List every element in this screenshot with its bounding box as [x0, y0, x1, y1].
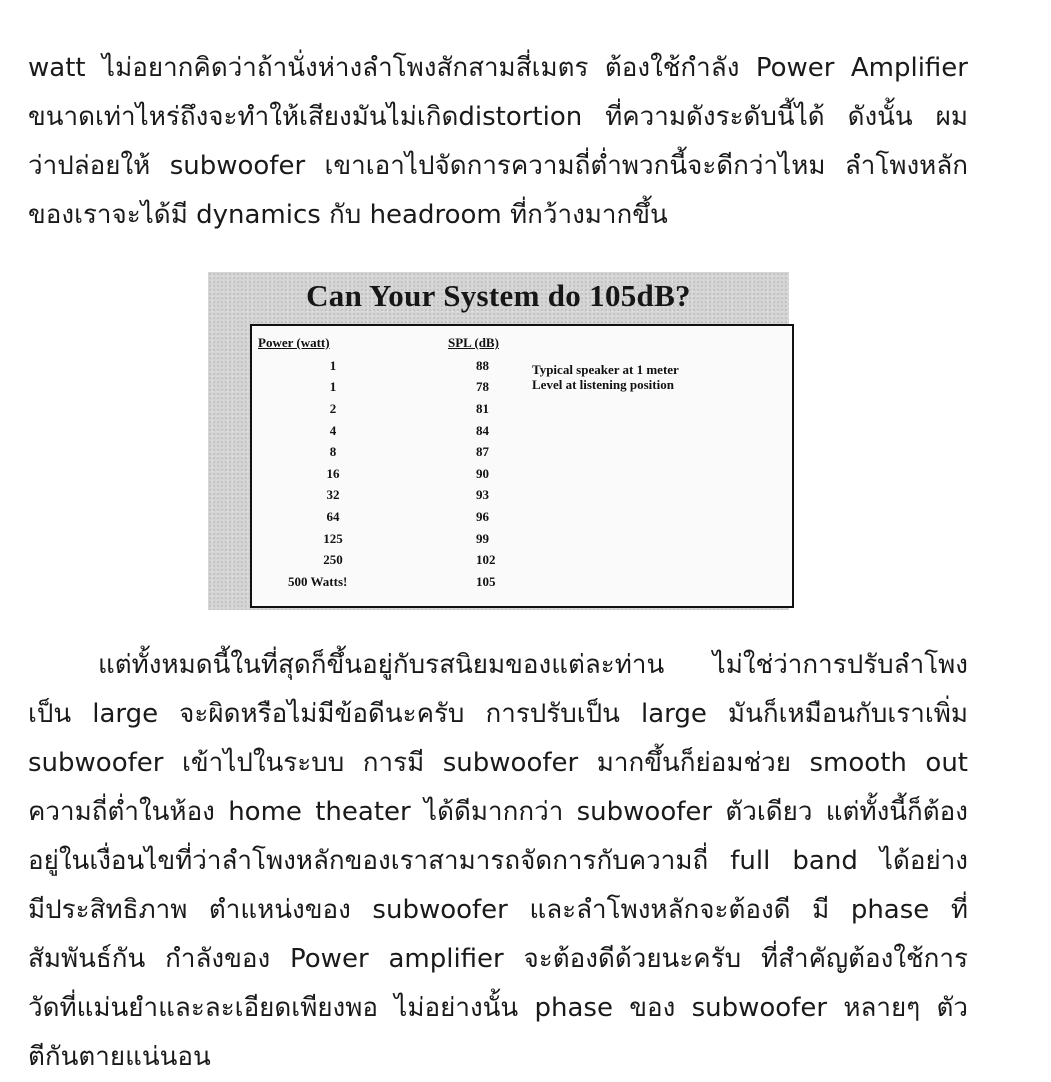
power-cell: 2 [329, 400, 337, 416]
table-row [258, 420, 499, 442]
power-cell: 64 [326, 508, 340, 524]
paragraph-1-line: ว่าปล่อยให้ subwoofer เขาเอาไปจัดการความถี่ต่ำพวกนี้จะดีกว่าไหม ลำโพงหลัก [28, 151, 968, 181]
spl-cell: 78 [476, 379, 489, 395]
paragraph-2-line: อยู่ในเงื่อนไขที่ว่าลำโพงหลักของเราสามารถจัดการกับความถี่ full band ได้อย่าง [28, 846, 968, 876]
spl-cell: 99 [476, 530, 489, 546]
spl-cell: 88 [476, 357, 489, 373]
figure-note-line-2: Level at listening position [532, 377, 674, 392]
figure-note [532, 362, 679, 392]
power-cell: 1 [329, 357, 337, 373]
power-cell: 250 [323, 552, 343, 568]
paragraph-2 [28, 641, 968, 1082]
table-row [258, 463, 499, 485]
table-row [258, 355, 499, 377]
power-cell: 16 [326, 465, 340, 481]
power-cell: 8 [329, 444, 337, 460]
table-row [258, 571, 499, 593]
spl-cell: 105 [476, 573, 496, 589]
spl-cell: 102 [476, 552, 496, 568]
paragraph-1-line: ของเราจะได้มี dynamics กับ headroom ที่กว้างมากขึ้น [28, 200, 668, 230]
table-row [258, 506, 499, 528]
paragraph-2-line: มีประสิทธิภาพ ตำแหน่งของ subwoofer และลำโพงหลักจะต้องดี มี phase ที่ [28, 895, 968, 925]
paragraph-2-line: วัดที่แม่นยำและละเอียดเพียงพอ ไม่อย่างนั้น phase ของ subwoofer หลายๆ ตัว [28, 993, 968, 1023]
figure-title: Can Your System do 105dB? [306, 278, 691, 313]
paragraph-1 [28, 44, 968, 240]
table-row [258, 549, 499, 571]
table-row [258, 528, 499, 550]
paragraph-1-line: ขนาดเท่าไหร่ถึงจะทำให้เสียงมันไม่เกิดdistortion ที่ความดังระดับนี้ได้ ดังนั้น ผม [28, 102, 968, 132]
paragraph-2-line: ความถี่ต่ำในห้อง home theater ได้ดีมากกว่า subwoofer ตัวเดียว แต่ทั้งนี้ก็ต้อง [28, 797, 968, 827]
paragraph-2-line: ตีกันตายแน่นอน [28, 1042, 211, 1072]
power-cell: 4 [329, 422, 337, 438]
paragraph-2-line: สัมพันธ์กัน กำลังของ Power amplifier จะต้องดีด้วยนะครับ ที่สำคัญต้องใช้การ [28, 944, 968, 974]
header-spl: SPL (dB) [448, 335, 499, 350]
power-cell: 500 Watts! [288, 573, 348, 589]
power-cell: 32 [326, 487, 340, 503]
paragraph-1-line: watt ไม่อยากคิดว่าถ้านั่งห่างลำโพงสักสามสี่เมตร ต้องใช้กำลัง Power Amplifier [28, 53, 968, 83]
paragraph-2-line: แต่ทั้งหมดนี้ในที่สุดก็ขึ้นอยู่กับรสนิยมของแต่ละท่าน ไม่ใช่ว่าการปรับลำโพง [98, 650, 968, 680]
figure-note-line-1: Typical speaker at 1 meter [532, 362, 679, 377]
header-power: Power (watt) [258, 335, 330, 350]
table-row [258, 441, 499, 463]
table-row [258, 398, 499, 420]
spl-cell: 93 [476, 487, 489, 503]
spl-cell: 90 [476, 465, 489, 481]
spl-table [258, 335, 499, 593]
paragraph-2-line: subwoofer เข้าไปในระบบ การมี subwoofer มากขึ้นก็ย่อมช่วย smooth out [28, 748, 968, 778]
spl-cell: 81 [476, 400, 489, 416]
table-row [258, 485, 499, 507]
spl-cell: 96 [476, 508, 489, 524]
spl-cell: 87 [476, 444, 489, 460]
paragraph-2-line: เป็น large จะผิดหรือไม่มีข้อดีนะครับ การปรับเป็น large มันก็เหมือนกับเราเพิ่ม [28, 699, 968, 729]
power-cell: 125 [323, 530, 343, 546]
power-cell: 1 [329, 379, 337, 395]
spl-cell: 84 [476, 422, 489, 438]
spl-figure [208, 272, 789, 610]
figure-table-box [250, 324, 794, 608]
table-row [258, 377, 499, 399]
